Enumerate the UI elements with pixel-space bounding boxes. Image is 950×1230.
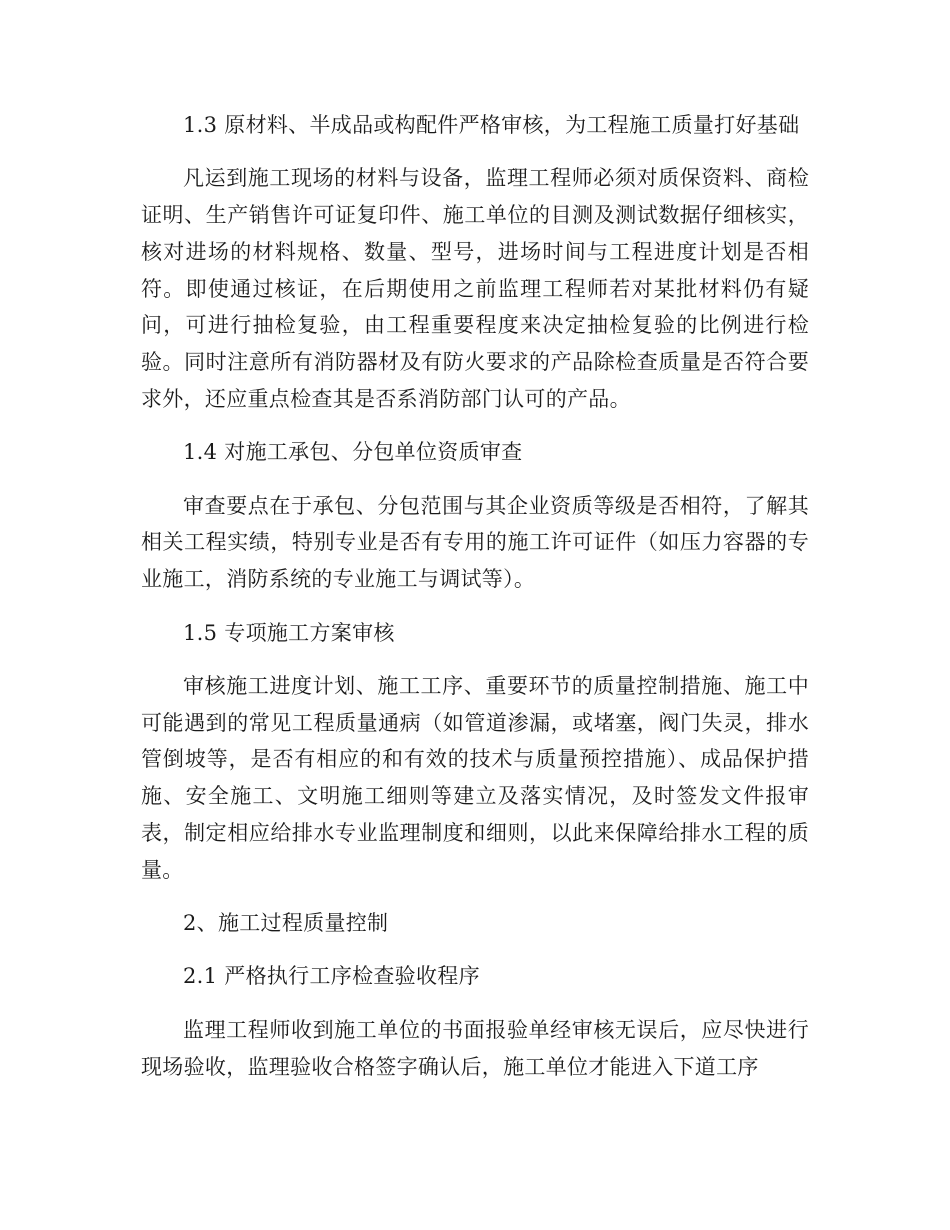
paragraph-qualification-review: 审查要点在于承包、分包范围与其企业资质等级是否相符，了解其相关工程实绩，特别专业是否有专用的施工许可证件（如压力容器的专业施工，消防系统的专业施工与调试等）。 xyxy=(141,493,809,592)
section-heading-1-5: 1.5 专项施工方案审核 xyxy=(183,620,395,645)
section-heading-1-3: 1.3 原材料、半成品或构配件严格审核，为工程施工质量打好基础 xyxy=(183,113,800,137)
paragraph-materials-inspection: 凡运到施工现场的材料与设备，监理工程师必须对质保资料、商检证明、生产销售许可证复印件、施工单位的目测及测试数据仔细核实，核对进场的材料规格、数量、型号，进场时间与工程进度计划是否相符。即使通过核证，在后期使用之前监理工程师若对某批材料仍有疑问，可进行抽检复验，由工程重要程度来决定抽检复验的比例进行检验。同时注意所有消防器材及有防火要求的产品除检查质量是否符合要求外，还应重点检查其是否系消防部门认可的产品。 xyxy=(141,166,809,412)
section-heading-2-1: 2.1 严格执行工序检查验收程序 xyxy=(183,964,480,989)
paragraph-construction-plan-review: 审核施工进度计划、施工工序、重要环节的质量控制措施、施工中可能遇到的常见工程质量通病（如管道渗漏，或堵塞，阀门失灵，排水管倒坡等，是否有相应的和有效的技术与质量预控措施）、成品保护措施、安全施工、文明施工细则等建立及落实情况，及时签发文件报审表，制定相应给排水专业监理制度和细则，以此来保障给排水工程的质量。 xyxy=(141,673,809,882)
paragraph-procedure-inspection: 监理工程师收到施工单位的书面报验单经审核无误后，应尽快进行现场验收，监理验收合格签字确认后，施工单位才能进入下道工序 xyxy=(141,1017,809,1079)
document-body xyxy=(141,107,809,1102)
section-heading-1-4: 1.4 对施工承包、分包单位资质审查 xyxy=(183,440,523,465)
section-heading-2: 2、施工过程质量控制 xyxy=(183,911,389,936)
